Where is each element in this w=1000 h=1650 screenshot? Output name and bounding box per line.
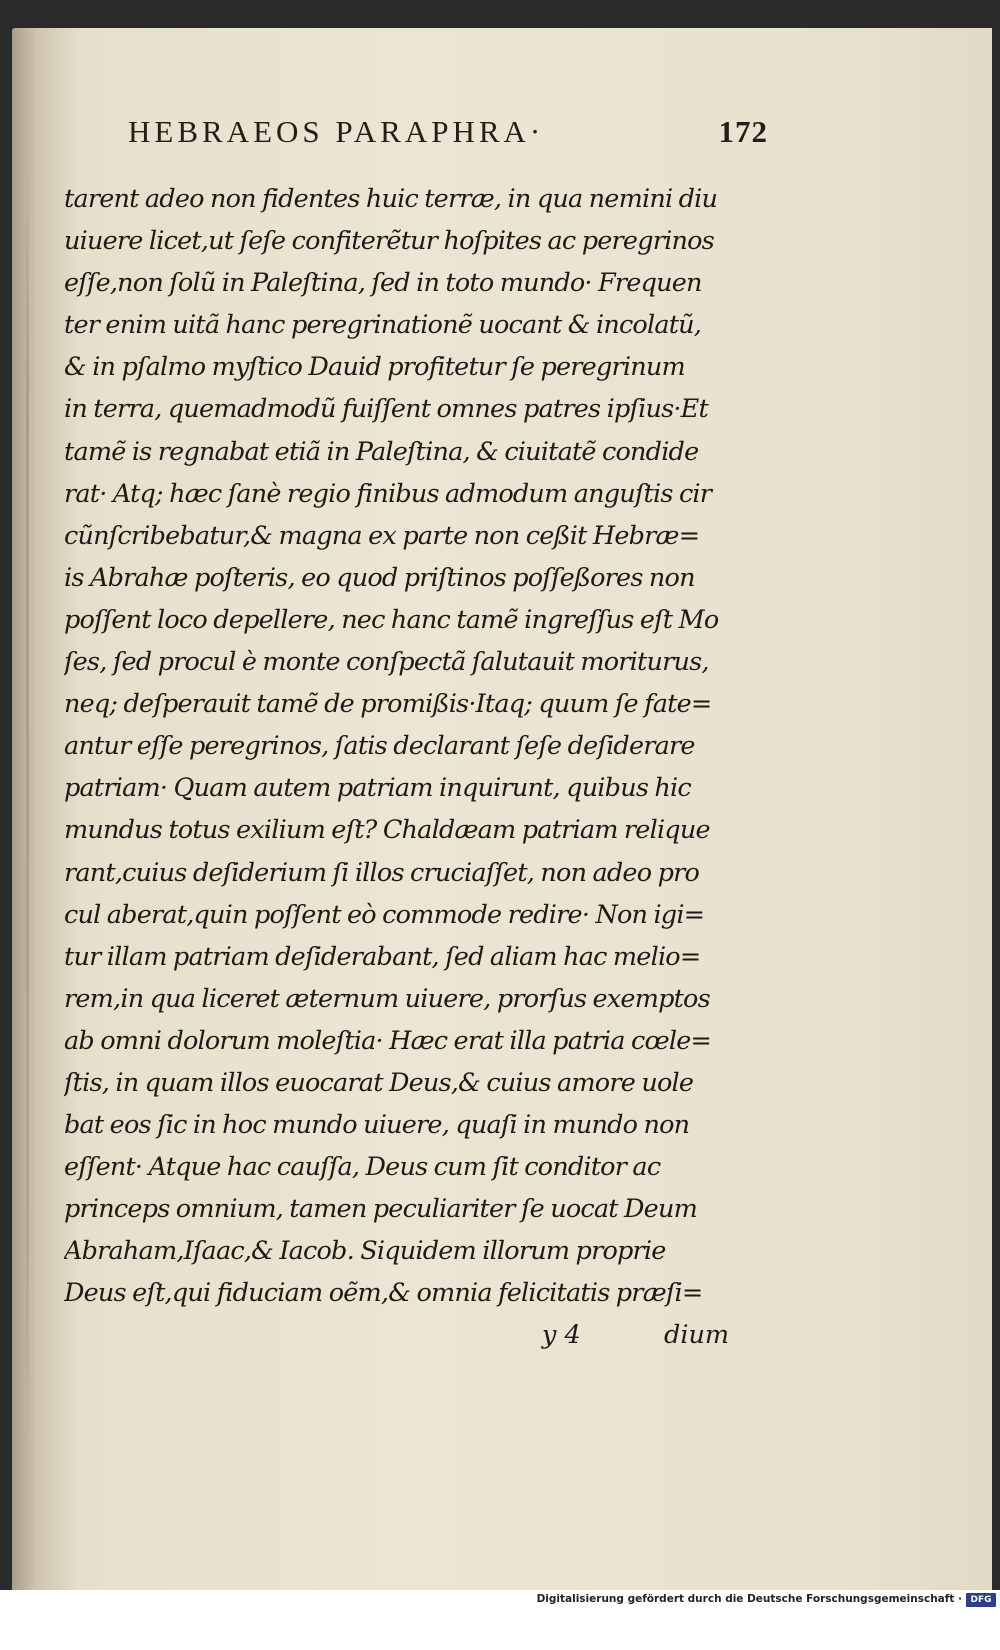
text-line: rat· Atq; hæc ſanè regio finibus admodum anguſtis cir — [64, 478, 712, 509]
text-line: ter enim uitã hanc peregrinationẽ uocant & incolatũ, — [64, 310, 702, 341]
text-line: princeps omnium, tamen peculiariter ſe uocat Deum — [64, 1194, 697, 1225]
text-line: patriam· Quam autem patriam inquirunt, quibus hic — [64, 773, 691, 804]
book-page — [12, 28, 992, 1590]
text-line: Deus eſt,qui fiduciam oẽm,& omnia felicitatis præſi= — [64, 1278, 703, 1309]
gutter-shadow — [26, 158, 29, 1458]
running-title: HEBRAEOS PARAPHRA· — [128, 114, 545, 149]
text-line: in terra, quemadmodũ fuiſſent omnes patres ipſius·Et — [64, 394, 708, 425]
text-line: tur illam patriam deſiderabant, ſed aliam hac melio= — [64, 941, 701, 972]
text-line: rant,cuius deſiderium ſi illos cruciaſſet, non adeo pro — [64, 857, 700, 888]
text-line: bat eos ſic in hoc mundo uiuere, quaſi in mundo non — [64, 1110, 690, 1141]
text-line: cũnſcribebatur,& magna ex parte non ceßit Hebræ= — [64, 520, 700, 551]
folio-number: 172 — [718, 114, 768, 149]
text-line: is Abrahæ poſteris, eo quod priſtinos poſſeßores non — [64, 562, 695, 593]
text-line: eſſent· Atque hac cauſſa, Deus cum ſit conditor ac — [64, 1152, 661, 1183]
text-line: neq; deſperauit tamẽ de promißis·Itaq; quum ſe fate= — [64, 689, 712, 720]
text-line: rem,in qua liceret æternum uiuere, prorſus exemptos — [64, 983, 710, 1014]
digitization-footer — [0, 1590, 1000, 1611]
text-line: poſſent loco depellere, nec hanc tamẽ ingreſſus eſt Mo — [64, 604, 719, 635]
text-line: ſtis, in quam illos euocarat Deus,& cuius amore uole — [64, 1067, 694, 1098]
body-text — [64, 178, 754, 1315]
text-line: uiuere licet,ut ſeſe confiterẽtur hoſpites ac peregrinos — [64, 226, 714, 257]
text-line: ab omni dolorum moleſtia· Hæc erat illa patria cœle= — [64, 1025, 712, 1056]
signature-mark: y 4 — [542, 1320, 581, 1350]
catchword: dium — [664, 1320, 730, 1350]
text-line: cul aberat,quin poſſent eò commode redire· Non igi= — [64, 899, 705, 930]
text-line: ſes, ſed procul è monte conſpectã ſalutauit moriturus, — [64, 647, 709, 678]
text-line: eſſe,non ſolũ in Paleſtina, ſed in toto mundo· Frequen — [64, 268, 702, 299]
text-line: antur eſſe peregrinos, ſatis declarant ſeſe deſiderare — [64, 731, 695, 762]
text-line: Abraham,Iſaac,& Iacob. Siquidem illorum proprie — [64, 1236, 666, 1267]
funding-credit: Digitalisierung gefördert durch die Deutsche Forschungsgemeinschaft · — [536, 1593, 962, 1605]
dfg-logo: DFG — [966, 1593, 996, 1607]
text-line: tamẽ is regnabat etiã in Paleſtina, & ciuitatẽ condide — [64, 436, 699, 467]
text-line: & in pſalmo myſtico Dauid profitetur ſe peregrinum — [64, 352, 685, 383]
page-header — [128, 114, 768, 154]
text-line: mundus totus exilium eſt? Chaldæam patriam relique — [64, 815, 710, 846]
text-line: tarent adeo non fidentes huic terræ, in qua nemini diu — [64, 184, 718, 214]
